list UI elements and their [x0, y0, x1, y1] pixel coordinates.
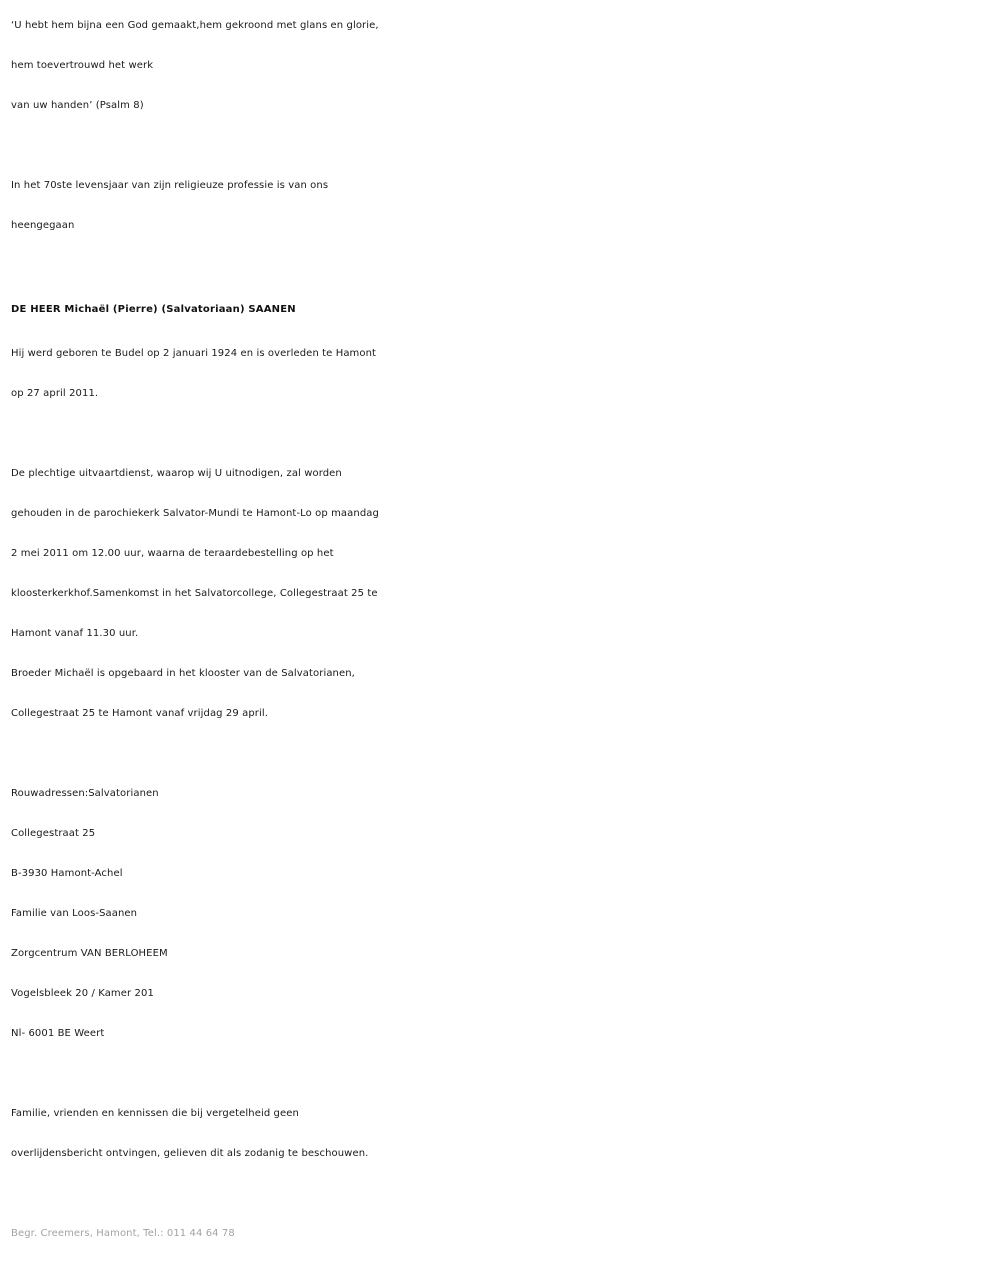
birth-death-text	[11, 334, 991, 414]
closing-note	[11, 1094, 991, 1174]
quote-line: ‘U hebt hem bijna een God gemaakt,hem gekroond met glans en glorie,	[11, 20, 379, 31]
birth-death-line: op 27 april 2011.	[11, 388, 99, 399]
funeral-home-footer: Begr. Creemers, Hamont, Tel.: 011 44 64 78	[11, 1228, 235, 1239]
spacer	[11, 414, 991, 454]
service-line: De plechtige uitvaartdienst, waarop wij U uitnodigen, zal worden	[11, 468, 342, 479]
service-line: gehouden in de parochiekerk Salvator-Mundi te Hamont-Lo op maandag	[11, 508, 379, 519]
service-line: Collegestraat 25 te Hamont vanaf vrijdag 29 april.	[11, 708, 269, 719]
deceased-name: DE HEER Michaël (Pierre) (Salvatoriaan) SAANEN	[11, 304, 296, 315]
service-line: Broeder Michaël is opgebaard in het klooster van de Salvatorianen,	[11, 668, 355, 679]
funeral-service-text	[11, 454, 991, 734]
spacer	[11, 246, 991, 286]
closing-line: overlijdensbericht ontvingen, gelieven dit als zodanig te beschouwen.	[11, 1148, 369, 1159]
service-line: kloosterkerkhof.Samenkomst in het Salvatorcollege, Collegestraat 25 te	[11, 588, 378, 599]
intro-line: heengegaan	[11, 220, 75, 231]
service-line: 2 mei 2011 om 12.00 uur, waarna de teraardebestelling op het	[11, 548, 334, 559]
address-line: Familie van Loos-Saanen	[11, 908, 138, 919]
spacer	[11, 126, 991, 166]
address-line: Zorgcentrum VAN BERLOHEEM	[11, 948, 168, 959]
address-line: Nl- 6001 BE Weert	[11, 1028, 105, 1039]
spacer	[11, 734, 991, 774]
intro-text	[11, 166, 991, 246]
intro-line: In het 70ste levensjaar van zijn religieuze professie is van ons	[11, 180, 329, 191]
service-line: Hamont vanaf 11.30 uur.	[11, 628, 139, 639]
birth-death-line: Hij werd geboren te Budel op 2 januari 1924 en is overleden te Hamont	[11, 348, 377, 359]
address-line: Vogelsbleek 20 / Kamer 201	[11, 988, 154, 999]
quote-line: hem toevertrouwd het werk	[11, 60, 154, 71]
closing-line: Familie, vrienden en kennissen die bij vergetelheid geen	[11, 1108, 299, 1119]
quote-line: van uw handen’ (Psalm 8)	[11, 100, 144, 111]
spacer	[11, 1174, 991, 1214]
address-line: Rouwadressen:Salvatorianen	[11, 788, 159, 799]
spacer	[11, 1054, 991, 1094]
mourning-addresses	[11, 774, 991, 1054]
psalm-quote	[11, 6, 991, 126]
address-line: B-3930 Hamont-Achel	[11, 868, 123, 879]
address-line: Collegestraat 25	[11, 828, 96, 839]
obituary-document	[11, 6, 991, 1254]
